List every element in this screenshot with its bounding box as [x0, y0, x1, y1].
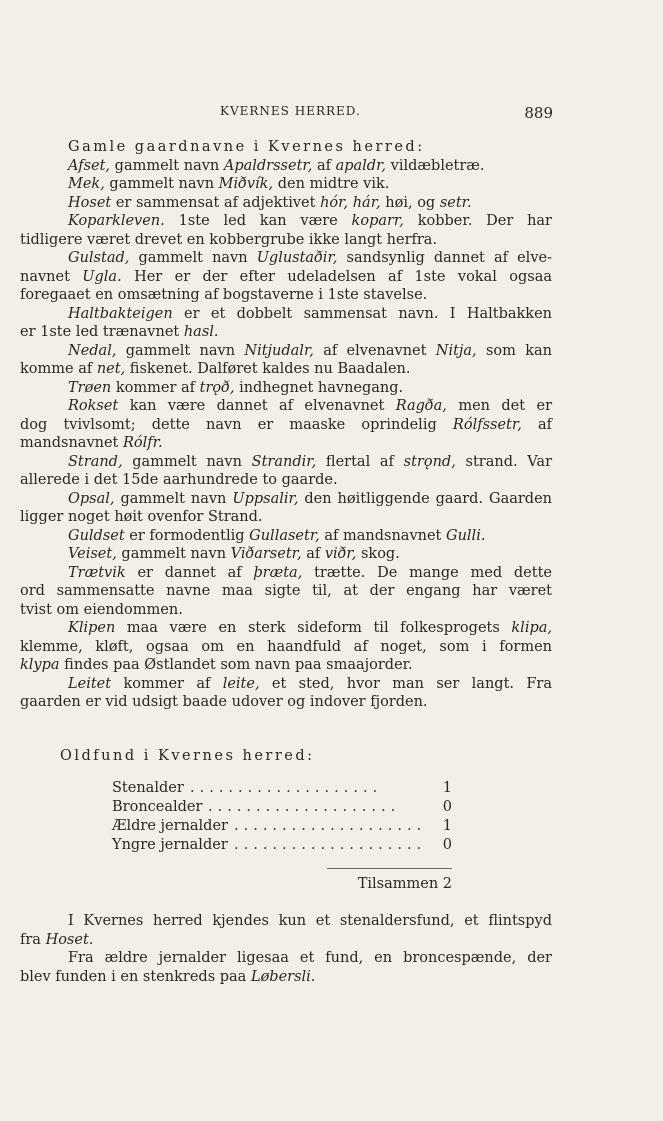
entry-hoset: Hoset er sammensat af adjektivet hór, hár, høi, og setr. [68, 194, 472, 211]
total-row [112, 876, 452, 896]
row-value: 1 [442, 780, 452, 796]
entry-opsal: Opsal, gammelt navn Uppsalir, den høitliggende gaard. Gaarden ligger noget høit ovenfor Strand. [20, 490, 553, 525]
closing-p2-line1: Fra ældre jernalder ligesaa et fund, en broncespænde, der [68, 950, 552, 966]
entry-troen: Trøen kommer af trǫð, indhegnet havnegang. [68, 379, 404, 396]
gaardnavne-section [20, 138, 552, 712]
entry-strand: Strand, gammelt navn Strandir, flertal af strǫnd, strand. Var allerede i det 15de aarhundrede to gaarde. [20, 453, 553, 488]
entry-gulstad: Gulstad, gammelt navn Uglustaðir, sandsynlig dannet af elve- navnet Ugla. Her er der efter udeladelsen af 1ste vokal ogsaa foregaaet en omsætning af bogstaverne i 1ste stavelse. [20, 250, 552, 303]
total-value: 2 [442, 876, 452, 892]
entry-leitet: Leitet kommer af leite, et sted, hvor man ser langt. Fra gaarden er vid udsigt baade udover og indover fjorden. [20, 675, 552, 710]
entry-traetvik: Trætvik er dannet af þræta, trætte. De mange med dette ord sammensatte navne maa sigte til, at der engang har været tvist om eiendommen. [20, 564, 552, 618]
row-label: Broncealder [112, 799, 203, 815]
entry-haltbakteigen: Haltbakteigen er et dobbelt sammensat navn. I Haltbakken er 1ste led trænavnet hasl. [20, 305, 552, 340]
entry-rokset: Rokset kan være dannet af elvenavnet Ragða, men det er dog tvivlsomt; dette navn er maaske oprindelig Rólfssetr, af mandsnavnet Rólfr. [20, 398, 552, 451]
entry-veiset: Veiset, gammelt navn Viðarsetr, af viðr, skog. [68, 546, 400, 562]
sum-rule [327, 868, 452, 869]
page-header [220, 104, 553, 124]
dot-leader: .................... [234, 818, 427, 834]
total-label: Tilsammen [357, 876, 439, 892]
entry-koparkleven: Koparkleven. 1ste led kan være koparr, kobber. Der har tidligere været drevet en kobbergrube ikke langt herfra. [20, 213, 552, 248]
row-value: 1 [442, 818, 452, 834]
table-row [112, 799, 452, 818]
dot-leader: .................... [208, 799, 401, 815]
table-row [112, 818, 452, 837]
gaardnavne-heading: Gamle gaardnavne i Kvernes herred: [68, 139, 425, 155]
row-label: Stenalder [112, 780, 184, 796]
dot-leader: .................... [234, 837, 427, 853]
running-head: KVERNES HERRED. [220, 104, 361, 118]
oldfund-heading: Oldfund i Kvernes herred: [60, 748, 315, 764]
closing-p1-line2: fra Hoset. [20, 931, 94, 948]
closing-p2-line2: blev funden i en stenkreds paa Løbersli. [20, 968, 316, 985]
entry-nedal: Nedal, gammelt navn Nitjudalr, af elvenavnet Nitja, som kan komme af net, fiskenet. Dalføret kaldes nu Baadalen. [20, 342, 552, 377]
closing-p1-line1: I Kvernes herred kjendes kun et stenaldersfund, et flintspyd [68, 913, 552, 929]
entry-klipen: Klipen maa være en sterk sideform til folkesprogets klipa, klemme, kløft, ogsaa om en haandfuld af noget, som i formen klypa findes paa Østlandet som navn paa smaajorder. [20, 620, 552, 673]
closing-section [20, 912, 552, 986]
dot-leader: .................... [190, 780, 383, 796]
page-number: 889 [524, 104, 553, 122]
entry-mek: Mek, gammelt navn Miðvík, den midtre vik. [68, 176, 390, 192]
entry-guldset: Guldset er formodentlig Gullasetr, af mandsnavnet Gulli. [68, 527, 486, 544]
row-value: 0 [442, 837, 452, 853]
row-label: Yngre jernalder [112, 837, 228, 853]
table-row [112, 837, 452, 856]
row-label: Ældre jernalder [112, 818, 228, 834]
table-row [112, 780, 452, 799]
oldfund-table [112, 780, 452, 892]
entry-afset: Afset, gammelt navn Apaldrssetr, af apaldr, vildæbletræ. [68, 157, 485, 174]
row-value: 0 [442, 799, 452, 815]
